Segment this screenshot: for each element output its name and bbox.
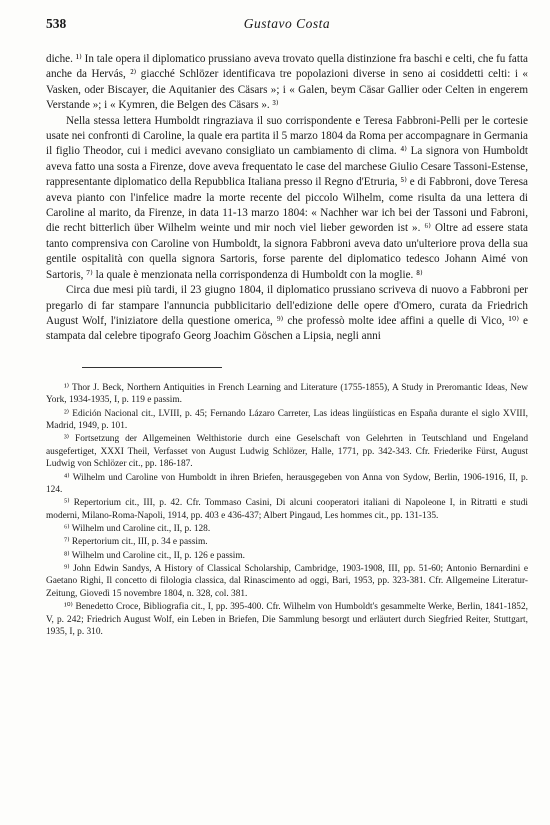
- footnote-1: ¹⁾ Thor J. Beck, Northern Antiquities in French Learning and Literature (1755-1855), A Study in Preromantic Ideas, New York, 1934-1935, I, p. 119 e passim.: [46, 382, 528, 406]
- footnote-6: ⁶⁾ Wilhelm und Caroline cit., II, p. 128.: [64, 524, 211, 535]
- running-head: [46, 16, 528, 34]
- main-text: [46, 52, 528, 345]
- footnote-2: ²⁾ Edición Nacional cit., LVIII, p. 45; Fernando Lázaro Carreter, Las ideas lingüísticas en España durante el siglo XVIII, Madrid, 1949, p. 101.: [46, 408, 528, 432]
- footnote-4: ⁴⁾ Wilhelm und Caroline von Humboldt in ihren Briefen, herausgegeben von Anna von Sydow, Berlin, 1906-1916, II, p. 124.: [46, 472, 528, 496]
- footnote-8: ⁸⁾ Wilhelm und Caroline cit., II, p. 126 e passim.: [64, 550, 245, 561]
- paragraph-1: diche. ¹⁾ In tale opera il diplomatico prussiano aveva trovato quella distinzione fra baschi e celti, che fu fatta anche da Hervás, ²⁾ giacché Schlözer identificava tre popolazioni diverse in seno ai cosiddetti celti: i « Vasken, oder Biscayer, die Aquitanier des Cäsars »; i « Galen, beym Cäsar Gallier oder Celten in engerem Verstande »; i « Kymren, die Belgen des Cäsars ». ³⁾: [46, 53, 528, 112]
- footnote-rule: [82, 367, 222, 368]
- footnote-5: ⁵⁾ Repertorium cit., III, p. 42. Cfr. Tommaso Casini, Di alcuni cooperatori italiani di Napoleone I, in Ritratti e studi moderni, Milano-Roma-Napoli, 1914, pp. 403 e 436-437; Albert Pingaud, Les hommes cit., pp. 131-135.: [46, 498, 528, 522]
- paragraph-2: Nella stessa lettera Humboldt ringraziava il suo corrispondente e Teresa Fabbroni-Pelli per le cortesie usate nei confronti di Caroline, la quale era partita il 5 marzo 1804 da Roma per accompagnare in Germania il figlio Theodor, cui i medici avevano consigliato un cambiamento di clima. ⁴⁾ La signora von Humboldt aveva fatto una sosta a Firenze, dove aveva frequentato le case del marchese Giulio Cesare Tassoni-Estense, rappresentante diplomatico della Repubblica Italiana presso il Regno d'Etruria, ⁵⁾ e di Fabbroni, dove Teresa aveva pianto con l'infelice madre la morte recente del piccolo Wilhelm, come risulta da una lettera di Caroline al marito, da Firenze, in data 11-13 marzo 1804: « Nachher war ich bei der Tassoni und Fabroni, die recht bitterlich über Wilhelm weinte und mir noch viel lieber geworden ist ». ⁶⁾ Oltre ad essere stata tanto comprensiva con Caroline von Humboldt, la signora Fabbroni aveva dato un'ulteriore prova della sua gentile ospitalità con quella signora Sartoris, forse parente del diplomatico tedesco Johann Aimé von Sartoris, ⁷⁾ la quale è menzionata nella corrispondenza di Humboldt con la moglie. ⁸⁾: [46, 114, 528, 281]
- footnote-10: ¹⁰⁾ Benedetto Croce, Bibliografia cit., I, pp. 395-400. Cfr. Wilhelm von Humboldt's gesammelte Werke, Berlin, 1841-1852, V, p. 242; Friedrich August Wolf, ein Leben in Briefen, Die Sammlung besorgt und erläutert durch Siegfried Reiter, Stuttgart, 1935, I, p. 310.: [46, 602, 528, 638]
- footnotes: [46, 382, 528, 639]
- footnote-9: ⁹⁾ John Edwin Sandys, A History of Classical Scholarship, Cambridge, 1903-1908, III, pp. 51-60; Antonio Bernardini e Gaetano Righi, Il concetto di filologia classica, dal Rinascimento ad oggi, Bari, 1953, pp. 323-381. Cfr. Allgemeine Literatur-Zeitung, Giovedì 15 novembre 1804, n. 328, col. 381.: [46, 563, 528, 599]
- paragraph-3: Circa due mesi più tardi, il 23 giugno 1804, il diplomatico prussiano scriveva di nuovo a Fabbroni per pregarlo di far stampare l'annuncia pubblicitario dell'edizione delle opere d'Omero, curata da Friedrich August Wolf, l'iniziatore della questione omerica, ⁹⁾ che professò molte idee affini a quelle di Vico, ¹⁰⁾ e stampata dal celebre tipografo Georg Joachim Göschen a Lipsia, negli anni: [46, 284, 528, 343]
- footnote-7: ⁷⁾ Repertorium cit., III, p. 34 e passim.: [64, 537, 208, 548]
- running-title: Gustavo Costa: [243, 16, 331, 31]
- footnote-3: ³⁾ Fortsetzung der Allgemeinen Welthistorie durch eine Geselschaft von Gelehrten in Teutschland und Engeland ausgefertiget, XXXI Theil, Verfasset von August Ludwig Schlözer, Halle, 1771, pp. 342-343. Cfr. Friederike Fürst, August Ludwig von Schlözer cit., pp. 186-187.: [46, 434, 528, 470]
- page-number: 538: [46, 16, 67, 31]
